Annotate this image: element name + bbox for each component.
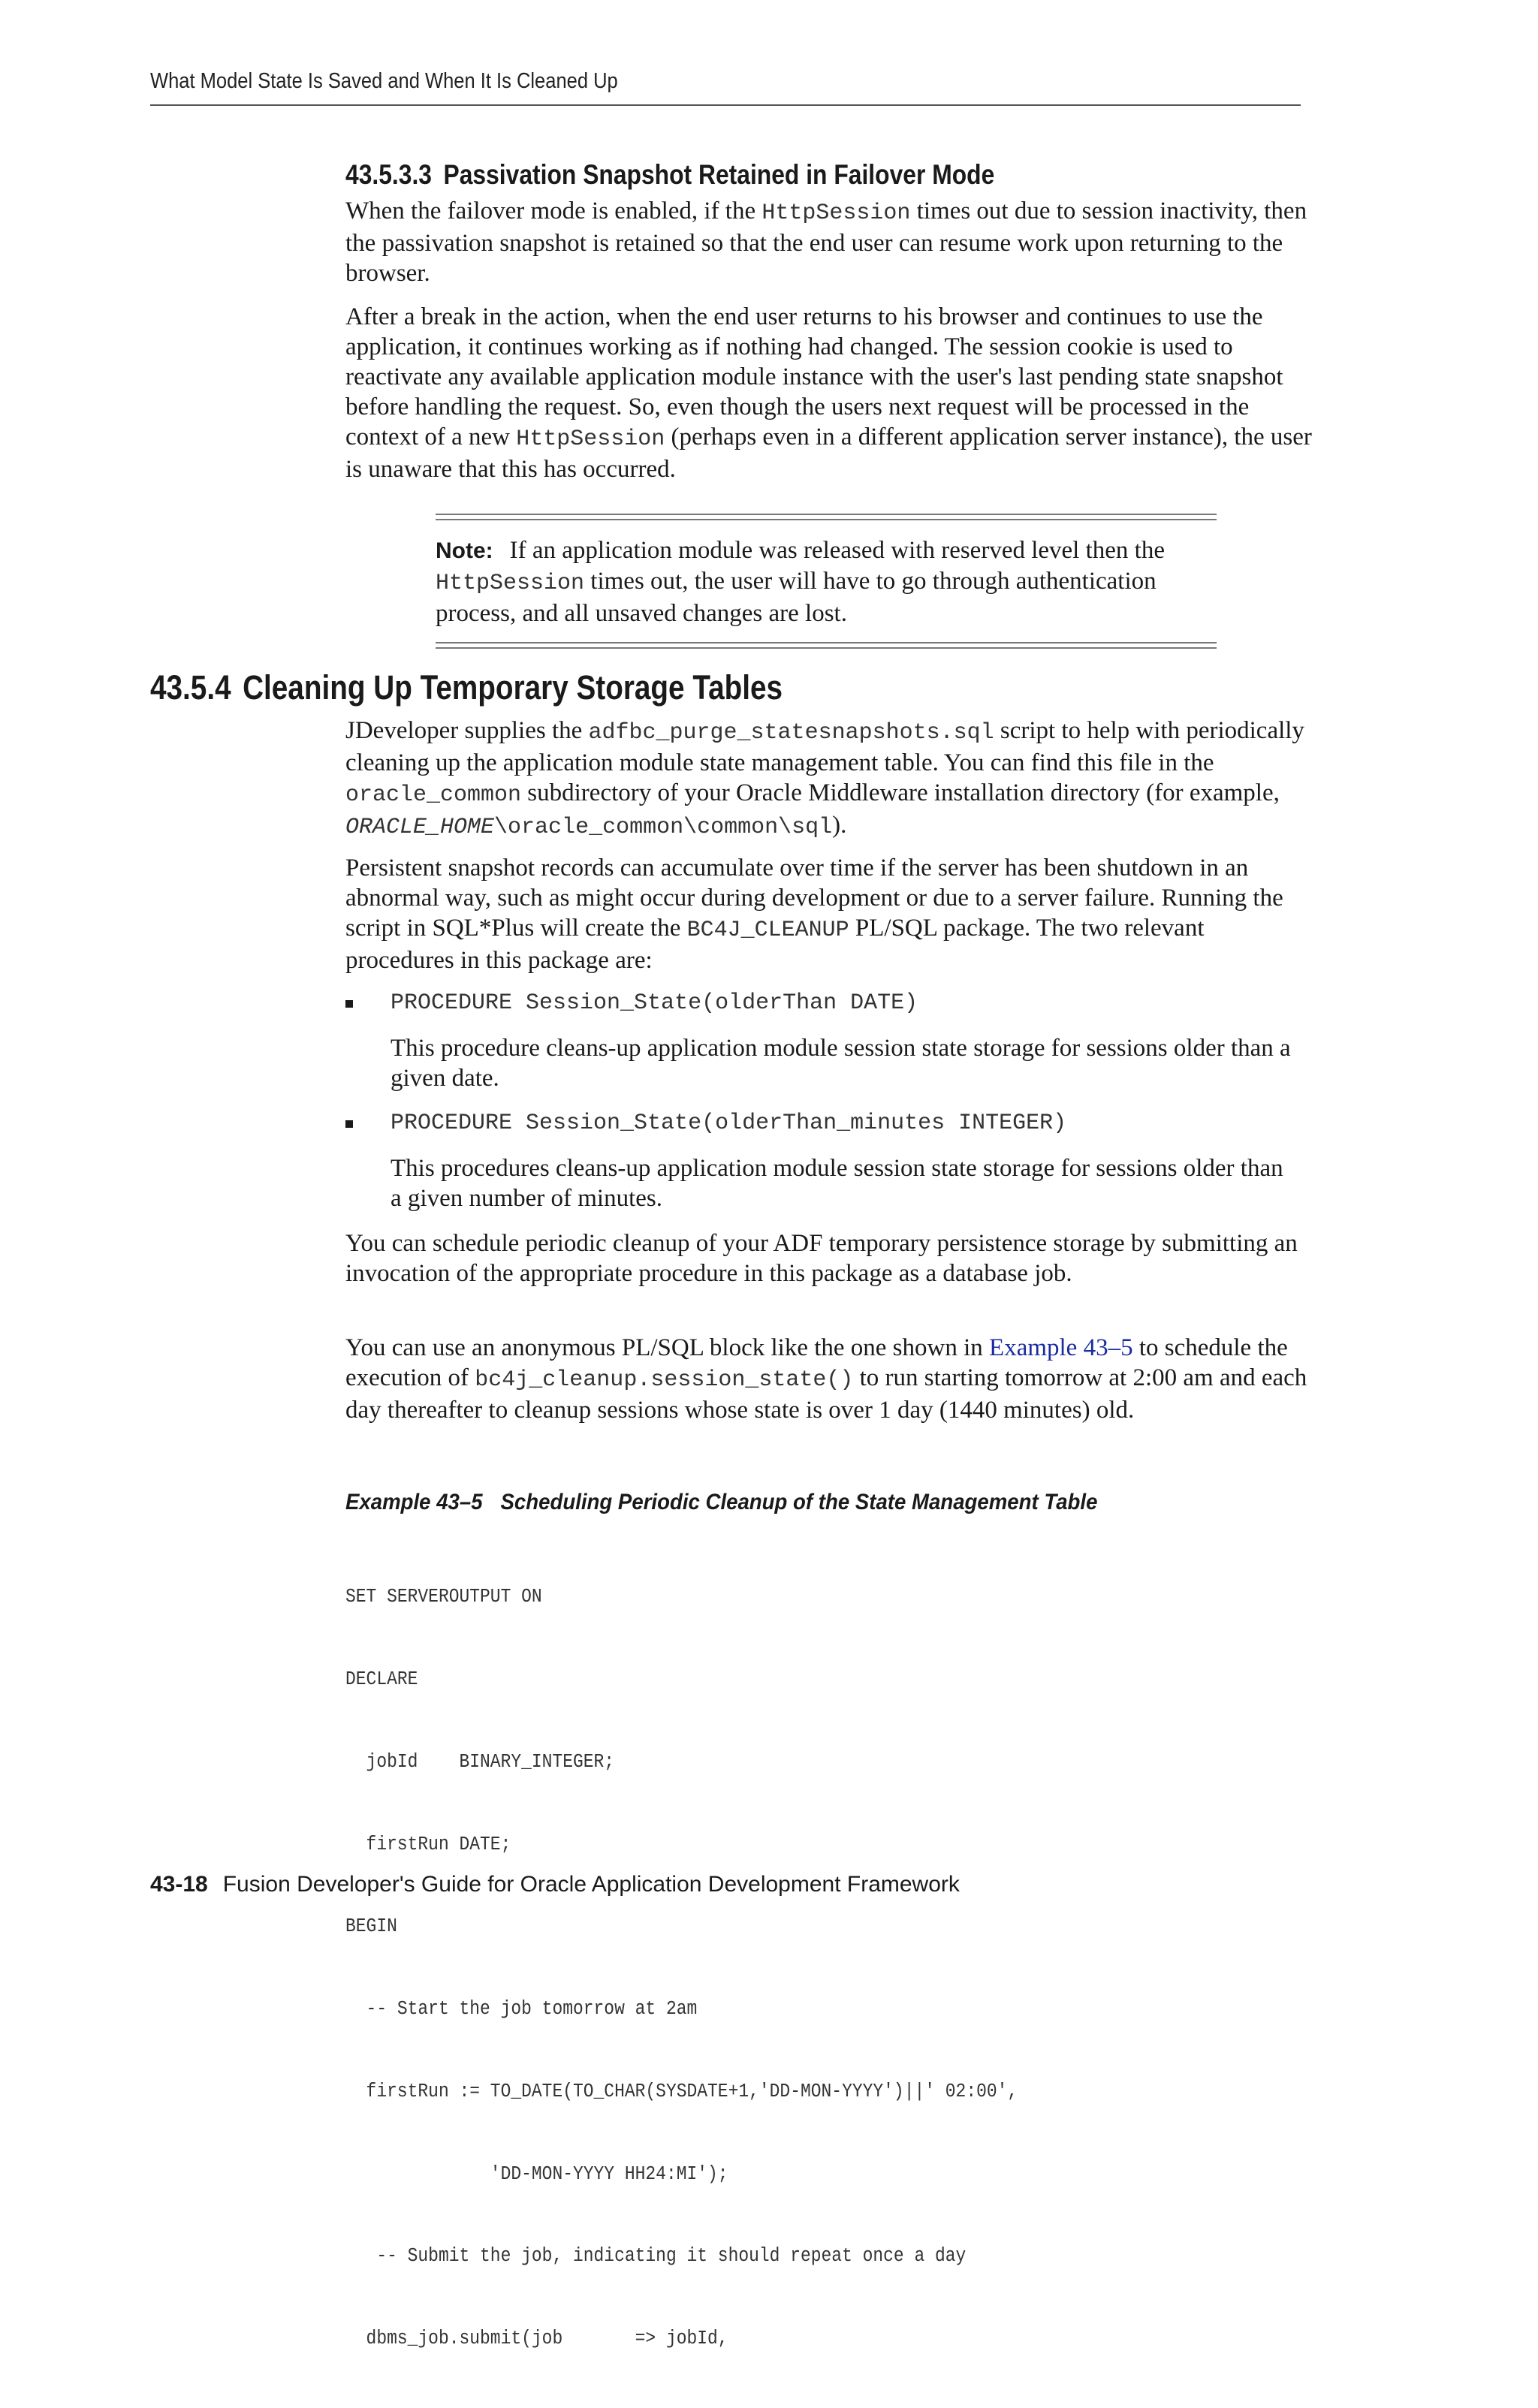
section-heading-43533 xyxy=(345,159,994,191)
code-line: firstRun := TO_DATE(TO_CHAR(SYSDATE+1,'DD-MON-YYYY')||' 02:00', xyxy=(345,2080,1018,2102)
inline-code: BC4J_CLEANUP xyxy=(686,918,849,943)
procedure-description: This procedure cleans-up application module session state storage for sessions older than a given date. xyxy=(391,1035,1291,1092)
inline-code: \oracle_common\common\sql xyxy=(494,815,833,840)
text-run: Persistent snapshot records can accumulate over time if the server has been shutdown in an abnormal way, such as might occur during development or due to a server failure. Running the script in SQL*Plus will create the xyxy=(345,854,1283,942)
text-run: times out due to session inactivity, then the passivation snapshot is retained so that the end user can resume work upon returning to the browser. xyxy=(345,197,1307,287)
note-label: Note: xyxy=(436,538,493,563)
paragraph xyxy=(345,1228,1314,1288)
code-line: jobId BINARY_INTEGER; xyxy=(345,1750,615,1773)
text-run: times out, the user will have to go through authentication process, and all unsaved changes are lost. xyxy=(436,568,1157,627)
example-title: Scheduling Periodic Cleanup of the State Management Table xyxy=(500,1490,1098,1514)
page-footer xyxy=(150,1872,960,1897)
procedure-description: This procedures cleans-up application module session state storage for sessions older than a given number of minutes. xyxy=(391,1155,1283,1212)
text-run: You can use an anonymous PL/SQL block like the one shown in xyxy=(345,1334,990,1361)
code-line: DECLARE xyxy=(345,1668,418,1690)
text-run: to schedule the execution of xyxy=(345,1334,1288,1391)
paragraph xyxy=(345,1333,1314,1425)
procedure-signature: PROCEDURE Session_State(olderThan_minutes INTEGER) xyxy=(391,1111,1067,1136)
code-line: SET SERVEROUTPUT ON xyxy=(345,1586,542,1608)
inline-code: adfbc_purge_statesnapshots.sql xyxy=(588,720,994,746)
code-block xyxy=(345,1529,1018,2408)
text-run: script to help with periodically cleaning up the application module state management table. You can find this file in the xyxy=(345,717,1304,776)
example-number: Example 43–5 xyxy=(345,1490,483,1514)
header-rule xyxy=(150,104,1301,106)
code-line: dbms_job.submit(job => jobId, xyxy=(345,2328,728,2350)
text-run: subdirectory of your Oracle Middleware installation directory (for example, xyxy=(521,779,1280,806)
section-heading-4354 xyxy=(150,668,783,707)
text-run: After a break in the action, when the end user returns to his browser and continues to use the application, it continues working as if nothing had changed. The session cookie is used to reactivate any available application module instance with the user's last pending state snapshot before handling the request. So, even though the users next request will be processed in the context of a new xyxy=(345,303,1283,451)
paragraph-text: You can schedule periodic cleanup of your ADF temporary persistence storage by submitting an invocation of the appropriate procedure in this package as a database job. xyxy=(345,1230,1298,1287)
code-line: -- Start the job tomorrow at 2am xyxy=(345,1998,698,2021)
procedure-signature: PROCEDURE Session_State(olderThan DATE) xyxy=(391,990,918,1016)
text-run: When the failover mode is enabled, if the xyxy=(345,197,762,225)
text-run: ). xyxy=(832,812,847,839)
note-bottom-rule xyxy=(436,642,1217,649)
text-run: (perhaps even in a different application server instance), the user is unaware that this has occurred. xyxy=(345,423,1312,483)
book-title: Fusion Developer's Guide for Oracle Application Development Framework xyxy=(222,1872,960,1897)
section-number: 43.5.3.3 xyxy=(345,159,433,190)
text-run: If an application module was released with reserved level then the xyxy=(509,537,1165,564)
inline-code: bc4j_cleanup.session_state() xyxy=(475,1367,854,1393)
code-line: 'DD-MON-YYYY HH24:MI'); xyxy=(345,2162,728,2185)
inline-code: HttpSession xyxy=(761,200,911,226)
page-number: 43-18 xyxy=(150,1872,208,1897)
note-box xyxy=(436,514,1217,649)
code-line: firstRun DATE; xyxy=(345,1833,511,1855)
text-run: PL/SQL package. The two relevant procedures in this package are: xyxy=(345,915,1205,974)
square-bullet-icon xyxy=(345,1120,353,1128)
code-line: -- Submit the job, indicating it should repeat once a day xyxy=(345,2245,967,2268)
paragraph xyxy=(345,196,1314,288)
note-text xyxy=(436,535,1217,628)
inline-code: HttpSession xyxy=(436,571,585,596)
code-line: BEGIN xyxy=(345,1915,397,1938)
section-number: 43.5.4 xyxy=(150,668,231,707)
example-link[interactable]: Example 43–5 xyxy=(989,1334,1133,1361)
inline-code-italic: ORACLE_HOME xyxy=(345,815,495,840)
inline-code: oracle_common xyxy=(345,782,522,808)
running-header: What Model State Is Saved and When It Is Cleaned Up xyxy=(150,69,618,93)
section-title: Cleaning Up Temporary Storage Tables xyxy=(243,668,783,707)
paragraph xyxy=(345,716,1314,842)
paragraph xyxy=(345,853,1314,975)
text-run: to run starting tomorrow at 2:00 am and each day thereafter to cleanup sessions whose state is over 1 day (1440 minutes) old. xyxy=(345,1364,1307,1424)
paragraph xyxy=(345,302,1314,484)
square-bullet-icon xyxy=(345,1000,353,1008)
text-run: JDeveloper supplies the xyxy=(345,717,589,744)
example-caption xyxy=(345,1490,1097,1515)
note-top-rule xyxy=(436,514,1217,520)
inline-code: HttpSession xyxy=(516,426,665,452)
section-title: Passivation Snapshot Retained in Failover Mode xyxy=(443,159,995,190)
